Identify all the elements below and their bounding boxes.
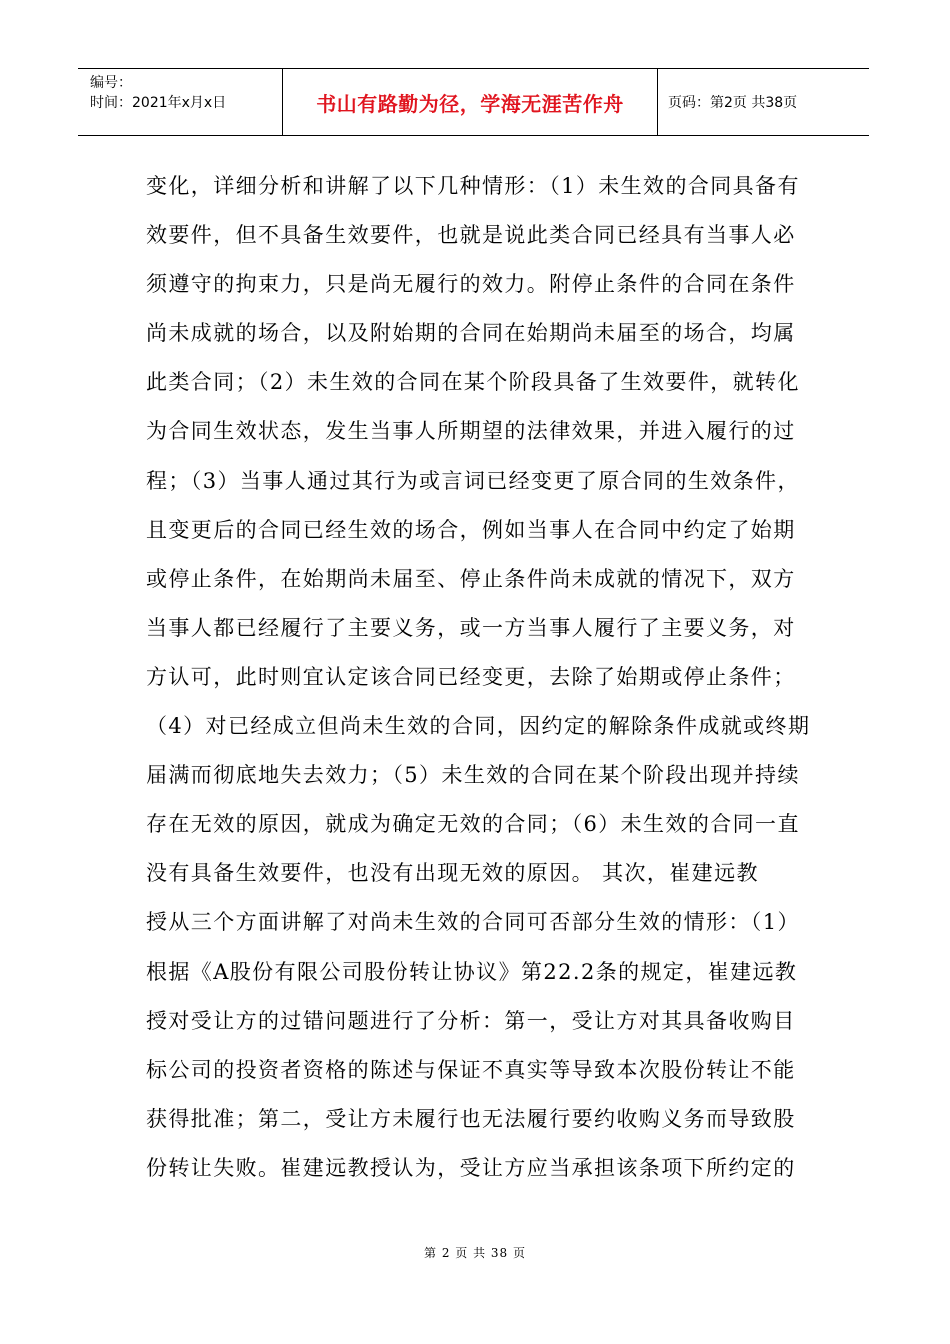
- body-line: 程；（3）当事人通过其行为或言词已经变更了原合同的生效条件，: [146, 468, 800, 493]
- page-header: [78, 68, 869, 136]
- body-line: 没有具备生效要件，也没有出现无效的原因。 其次，崔建远教: [146, 861, 759, 886]
- header-meta: [78, 69, 283, 135]
- header-motto: [283, 69, 658, 135]
- body-line: 授从三个方面讲解了对尚未生效的合同可否部分生效的情形：（1）: [146, 910, 800, 935]
- header-page-info: [658, 69, 869, 135]
- body-line: （4）对已经成立但尚未生效的合同，因约定的解除条件成就或终期: [146, 714, 811, 739]
- body-line: 且变更后的合同已经生效的场合，例如当事人在合同中约定了始期: [146, 517, 796, 542]
- body-line: 根据《A股份有限公司股份转让协议》第22.2条的规定，崔建远教: [146, 959, 798, 984]
- body-line: 效要件，但不具备生效要件，也就是说此类合同已经具有当事人必: [146, 223, 796, 248]
- body-line: 授对受让方的过错问题进行了分析：第一，受让方对其具备收购目: [146, 1008, 796, 1033]
- body-line: 或停止条件，在始期尚未届至、停止条件尚未成就的情况下，双方: [146, 566, 796, 591]
- body-line: 标公司的投资者资格的陈述与保证不真实等导致本次股份转让不能: [146, 1057, 796, 1082]
- document-time-label: 时间：2021年x月x日: [90, 95, 227, 111]
- body-line: 获得批准；第二，受让方未履行也无法履行要约收购义务而导致股: [146, 1106, 796, 1131]
- body-line: 当事人都已经履行了主要义务，或一方当事人履行了主要义务，对: [146, 615, 796, 640]
- body-line: 届满而彻底地失去效力；（5）未生效的合同在某个阶段出现并持续: [146, 763, 800, 788]
- page-info-text: 页码：第2页 共38页: [668, 95, 798, 111]
- body-line: 尚未成就的场合，以及附始期的合同在始期尚未届至的场合，均属: [146, 321, 796, 346]
- body-line: 份转让失败。崔建远教授认为，受让方应当承担该条项下所约定的: [146, 1155, 796, 1180]
- document-number-label: 编号：: [90, 75, 132, 91]
- footer-page-number: 第 2 页 共 38 页: [424, 1246, 526, 1260]
- document-body: [146, 166, 811, 1197]
- page-footer: [0, 1244, 950, 1261]
- body-line: 变化，详细分析和讲解了以下几种情形：（1）未生效的合同具备有: [146, 174, 800, 198]
- body-line: 为合同生效状态，发生当事人所期望的法律效果，并进入履行的过: [146, 419, 796, 444]
- body-line: 存在无效的原因，就成为确定无效的合同；（6）未生效的合同一直: [146, 812, 800, 837]
- motto-text: 书山有路勤为径，学海无涯苦作舟: [316, 91, 624, 116]
- body-line: 此类合同；（2）未生效的合同在某个阶段具备了生效要件，就转化: [146, 370, 800, 395]
- body-line: 方认可，此时则宜认定该合同已经变更，去除了始期或停止条件；: [146, 664, 796, 689]
- body-line: 须遵守的拘束力，只是尚无履行的效力。附停止条件的合同在条件: [146, 272, 796, 297]
